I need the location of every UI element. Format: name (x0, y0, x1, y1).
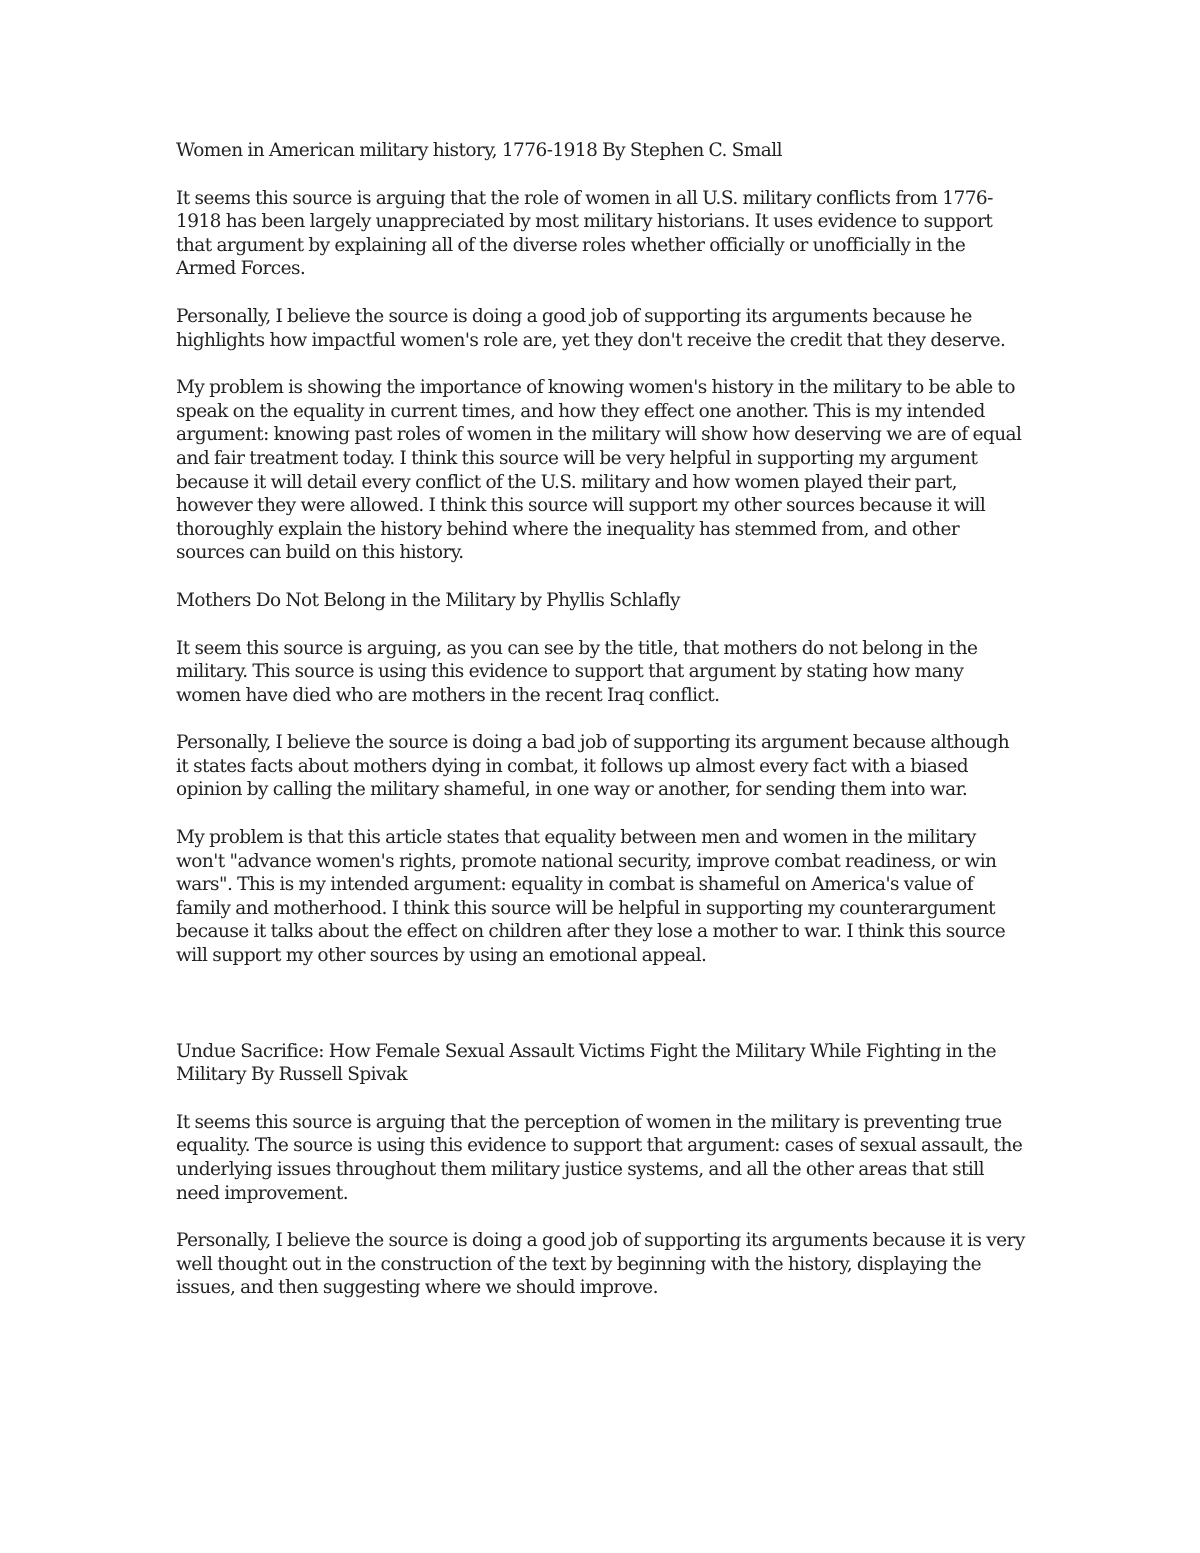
section-heading-small: Women in American military history, 1776-1918 By Stephen C. Small (176, 140, 782, 161)
document-page (176, 139, 1026, 1324)
paragraph-schlafly-problem: My problem is that this article states that equality between men and women in the military won't "advance women's rights, promote national security, improve combat readiness, or win wars". This is my intended argument: equality in combat is shameful on America's value of family and motherhood. I think this source will be helpful in supporting my counterargument because it talks about the effect on children after they lose a mother to war. I think this source will support my other sources by using an emotional appeal. (176, 827, 1006, 967)
section-heading-schlafly: Mothers Do Not Belong in the Military by Phyllis Schlafly (176, 589, 680, 611)
paragraph-small-problem: My problem is showing the importance of knowing women's history in the military to be able to speak on the equality in current times, and how they effect one another. This is my intended argument: knowing past roles of women in the military will show how deserving we are of equal and fair treatment today. I think this source will be very helpful in supporting my argument because it will detail every conflict of the U.S. military and how women played their part, however they were allowed. I think this source will support my other sources because it will thoroughly explain the history behind where the inequality has stemmed from, and other sources can build on this history. (176, 377, 1022, 564)
paragraph-schlafly-evaluation: Personally, I believe the source is doing a bad job of supporting its argument because although it states facts about mothers dying in combat, it follows up almost every fact with a biased opinion by calling the military shameful, in one way or another, for sending them into war. (176, 732, 1010, 801)
paragraph-schlafly-argument: It seem this source is arguing, as you can see by the title, that mothers do not belong in the military. This source is using this evidence to support that argument by stating how many women have died who are mothers in the recent Iraq conflict. (176, 637, 978, 706)
section-heading-spivak: Undue Sacrifice: How Female Sexual Assault Victims Fight the Military While Fighting in the Military By Russell Spivak (176, 1040, 996, 1086)
paragraph-small-argument: It seems this source is arguing that the role of women in all U.S. military conflicts from 1776-1918 has been largely unappreciated by most military historians. It uses evidence to support that argument by explaining all of the diverse roles whether officially or unofficially in the Armed Forces. (176, 187, 993, 280)
paragraph-spivak-evaluation: Personally, I believe the source is doing a good job of supporting its arguments because it is very well thought out in the construction of the text by beginning with the history, displaying the issues, and then suggesting where we should improve. (176, 1230, 1025, 1299)
paragraph-spivak-argument: It seems this source is arguing that the perception of women in the military is preventing true equality. The source is using this evidence to support that argument: cases of sexual assault, the underlying issues throughout them military justice systems, and all the other areas that still need improvement. (176, 1111, 1023, 1204)
paragraph-small-evaluation: Personally, I believe the source is doing a good job of supporting its arguments because he highlights how impactful women's role are, yet they don't receive the credit that they deserve. (176, 305, 1006, 351)
